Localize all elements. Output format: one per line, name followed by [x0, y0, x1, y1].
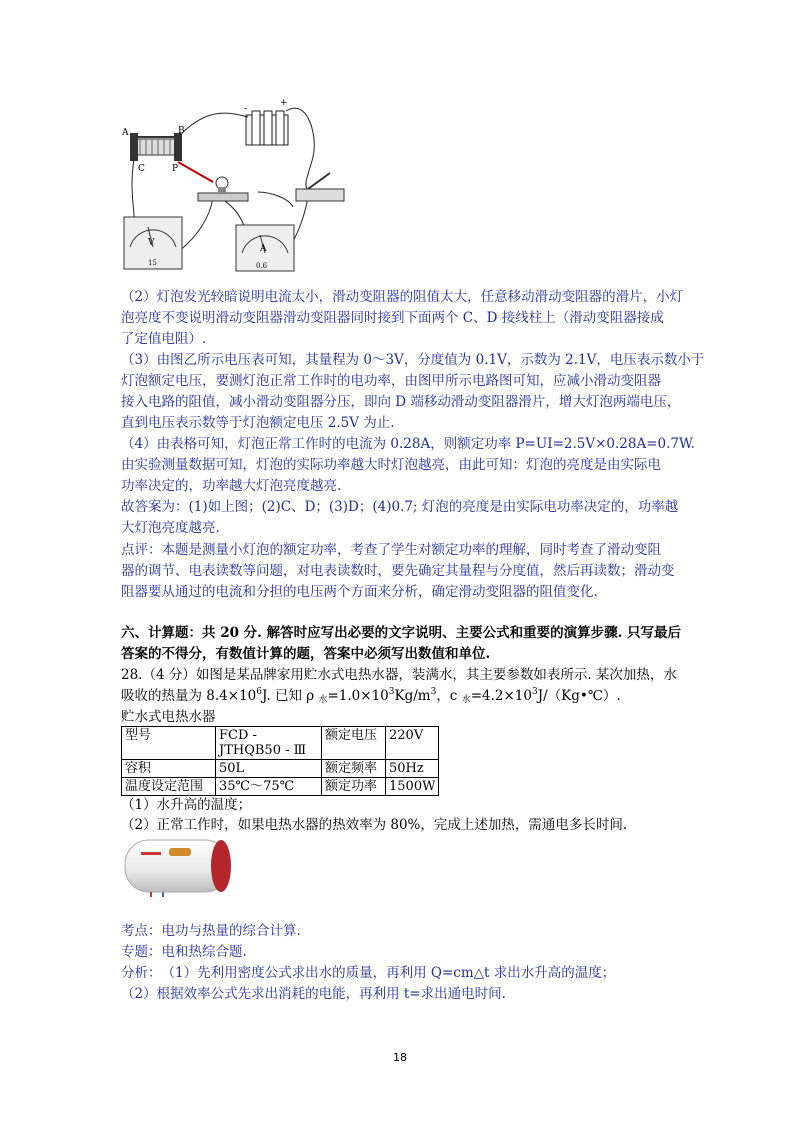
- table-cell: 额定频率: [322, 760, 386, 778]
- battery-plus: +: [280, 98, 288, 108]
- battery-minus: -: [244, 104, 248, 114]
- label-b: B: [178, 126, 185, 136]
- section-6-heading-line-2: 答案的不得分，有数值计算的题，答案中必须写出数值和单位.: [121, 646, 491, 662]
- lamp: [198, 177, 248, 201]
- zhuanti: 专题：电和热综合题.: [121, 944, 247, 960]
- table-row: [122, 760, 439, 778]
- fenxi-line-2: （2）根据效率公式先求出消耗的电能，再利用 t=求出通电时间.: [121, 986, 506, 1002]
- q28-sub-water-2: 水: [461, 695, 471, 705]
- analysis-3-line-3: 接入电路的阻值，减小滑动变阻器分压，即向 D 端移动滑动变阻器滑片，增大灯泡两端电压，: [121, 394, 681, 410]
- q28-exp-3b: 3: [430, 687, 437, 697]
- table-cell: 容积: [122, 760, 216, 778]
- analysis-4-line-1: （4）由表格可知，灯泡正常工作时的电流为 0.28A，则额定功率 P=UI=2.5V×0.28A=0.7W.: [121, 436, 695, 452]
- water-heater-image: [121, 834, 235, 898]
- battery: [246, 111, 288, 145]
- analysis-3-line-1: （3）由图乙所示电压表可知，其量程为 0～3V，分度值为 0.1V，示数为 2.1V，电压表示数小于: [121, 352, 705, 368]
- q28-density-value: =1.0×10: [327, 688, 389, 704]
- kaodian: 考点：电功与热量的综合计算.: [121, 923, 301, 939]
- analysis-2-line-2: 泡亮度不变说明滑动变阻器滑动变阻器同时接到下面两个 C、D 接线柱上（滑动变阻器接成: [121, 310, 664, 326]
- q28-heat-text: 吸收的热量为 8.4×10: [121, 688, 257, 704]
- question-28-sub-1: （1）水升高的温度；: [121, 797, 252, 813]
- analysis-2-line-1: （2）灯泡发光较暗说明电流太小，滑动变阻器的阻值太大，任意移动滑动变阻器的滑片，小灯: [121, 289, 684, 305]
- voltmeter-terminal-15: 15: [148, 259, 157, 267]
- table-cell: 50Hz: [386, 760, 439, 778]
- analysis-4-line-2: 由实验测量数据可知，灯泡的实际功率越大时灯泡越亮，由此可知：灯泡的亮度是由实际电: [121, 457, 661, 473]
- label-a: A: [122, 128, 129, 138]
- ammeter-terminal-0-6: 0.6: [256, 262, 268, 270]
- table-row: [122, 727, 439, 760]
- table-title: 贮水式电热水器: [121, 709, 216, 725]
- table-cell: FCD - JTHQB50 - Ⅲ: [216, 727, 322, 760]
- table-cell: 50L: [216, 760, 322, 778]
- q28-c-text: ，c: [436, 688, 462, 704]
- ammeter-letter: A: [260, 244, 267, 254]
- circuit-figure: [118, 97, 363, 279]
- analysis-2-line-3: 了定值电阻）.: [121, 331, 207, 347]
- table-cell: 额定电压: [322, 727, 386, 760]
- q28-sub-water-1: 水: [318, 695, 328, 705]
- rheostat: [130, 133, 182, 161]
- table-cell: 220V: [386, 727, 439, 760]
- analysis-3-line-4: 直到电压表示数等于灯泡额定电压 2.5V 为止.: [121, 415, 395, 431]
- switch: [296, 173, 344, 201]
- label-c: C: [138, 164, 145, 174]
- q28-c-unit: J/（Kg•℃）.: [537, 688, 621, 704]
- question-28-sub-2: （2）正常工作时，如果电热水器的热效率为 80%，完成上述加热，需通电多长时间.: [121, 817, 628, 833]
- comment-line-1: 点评：本题是测量小灯泡的额定功率，考查了学生对额定功率的理解，同时考查了滑动变阻: [121, 542, 661, 558]
- q28-exp-3c: 3: [531, 687, 538, 697]
- spec-table: [121, 726, 439, 796]
- table-cell: 1500W: [386, 778, 439, 796]
- analysis-4-line-3: 功率决定的，功率越大灯泡亮度越亮.: [121, 478, 342, 494]
- comment-line-2: 器的调节、电表读数等问题，对电表读数时，要先确定其量程与分度值，然后再读数；滑动变: [121, 563, 675, 579]
- answer-line-1: 故答案为：(1)如上图；(2)C、D；(3)D；(4)0.7; 灯泡的亮度是由实际电功率决定的，功率越: [121, 499, 679, 515]
- comment-line-3: 阻器要从通过的电流和分担的电压两个方面来分析，确定滑动变阻器的阻值变化.: [121, 584, 598, 600]
- q28-density-unit: Kg/m: [394, 688, 431, 704]
- q28-c-value: =4.2×10: [470, 688, 532, 704]
- voltmeter-letter: V: [148, 238, 155, 248]
- table-cell: 额定功率: [322, 778, 386, 796]
- label-p: P: [172, 164, 179, 174]
- fenxi-line-1: 分析： （1）先利用密度公式求出水的质量，再利用 Q=cm△t 求出水升高的温度；: [121, 965, 616, 981]
- q28-rho-text: J. 已知 ρ: [262, 688, 319, 704]
- table-cell: 型号: [122, 727, 216, 760]
- table-row: [122, 778, 439, 796]
- answer-line-2: 大灯泡亮度越亮.: [121, 520, 220, 536]
- question-28-line-2: [121, 686, 621, 706]
- table-cell: 35℃～75℃: [216, 778, 322, 796]
- section-6-heading-line-1: 六、计算题：共 20 分. 解答时应写出必要的文字说明、主要公式和重要的演算步骤. 只写最后: [121, 625, 681, 641]
- analysis-3-line-2: 灯泡额定电压，要测灯泡正常工作时的电功率，由图甲所示电路图可知，应减小滑动变阻器: [121, 373, 661, 389]
- page-number: 18: [393, 1051, 407, 1064]
- table-cell: 温度设定范围: [122, 778, 216, 796]
- question-28-line-1: 28.（4 分）如图是某品牌家用贮水式电热水器，装满水，其主要参数如表所示. 某次加热，水: [121, 667, 677, 683]
- q28-exp-3a: 3: [388, 687, 395, 697]
- q28-exp-6: 6: [256, 687, 262, 697]
